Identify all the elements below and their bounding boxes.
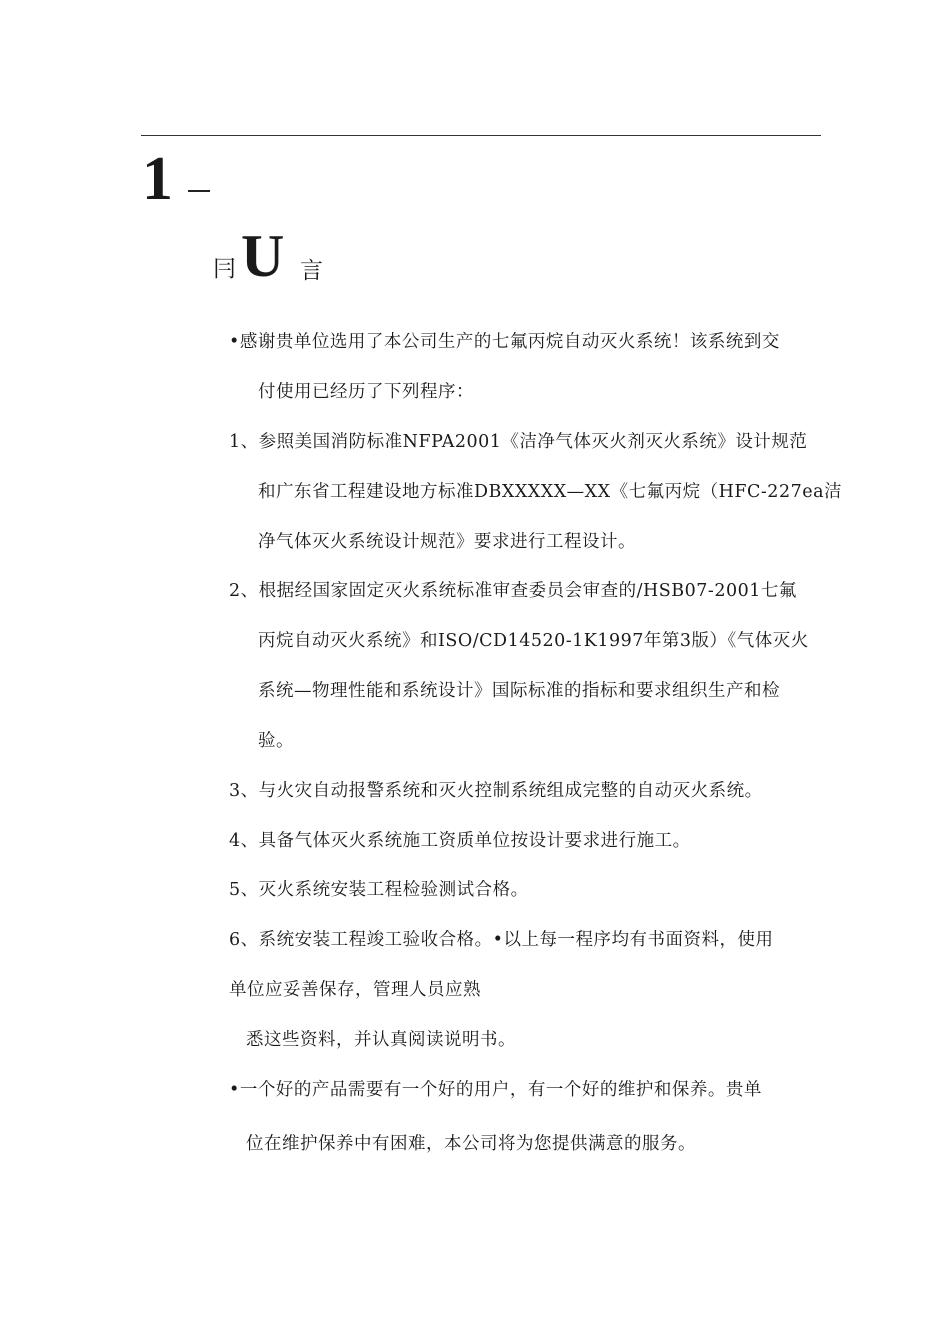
header-rule <box>141 135 821 136</box>
procedure-item-3: 3、与火灾自动报警系统和灭火控制系统组成完整的自动灭火系统。 <box>229 781 763 801</box>
procedure-item-6-cont: 单位应妥善保存，管理人员应熟 <box>229 980 481 1000</box>
procedure-item-2-cont: 系统—物理性能和系统设计》国际标准的指标和要求组织生产和检 <box>258 681 780 701</box>
procedure-item-6: 6、系统安装工程竣工验收合格。•以上每一程序均有书面资料，使用 <box>229 930 774 950</box>
procedure-item-4: 4、具备气体灭火系统施工资质单位按设计要求进行施工。 <box>229 831 691 851</box>
procedure-item-1: 1、参照美国消防标准NFPA2001《洁净气体灭火剂灭火系统》设计规范 <box>229 432 808 452</box>
intro-line: 付使用已经历了下列程序： <box>258 382 474 402</box>
closing-line: •一个好的产品需要有一个好的用户，有一个好的维护和保养。贵单 <box>229 1080 762 1100</box>
intro-line: •感谢贵单位选用了本公司生产的七氟丙烷自动灭火系统！该系统到交 <box>229 332 780 352</box>
procedure-item-1-cont: 净气体灭火系统设计规范》要求进行工程设计。 <box>258 532 636 552</box>
procedure-item-1-cont: 和广东省工程建设地方标准DBXXXXX—XX《七氟丙烷（HFC-227ea洁 <box>258 482 842 502</box>
procedure-item-2-cont: 验。 <box>258 731 294 751</box>
chapter-dash <box>188 190 210 192</box>
closing-line: 位在维护保养中有困难，本公司将为您提供满意的服务。 <box>246 1134 696 1154</box>
procedure-item-2-cont: 丙烷自动灭火系统》和ISO/CD14520-1K1997年第3版）《气体灭火 <box>258 631 809 651</box>
chapter-title-part1: 冃 <box>213 256 236 282</box>
chapter-title-part3: 言 <box>300 258 323 284</box>
procedure-item-6-cont: 悉这些资料，并认真阅读说明书。 <box>246 1030 516 1050</box>
chapter-number: 1 <box>142 145 173 213</box>
chapter-title-part2: U <box>241 223 285 289</box>
procedure-item-5: 5、灭火系统安装工程检验测试合格。 <box>229 880 529 900</box>
procedure-item-2: 2、根据经国家固定灭火系统标准审查委员会审查的/HSB07-2001七氟 <box>229 581 797 601</box>
